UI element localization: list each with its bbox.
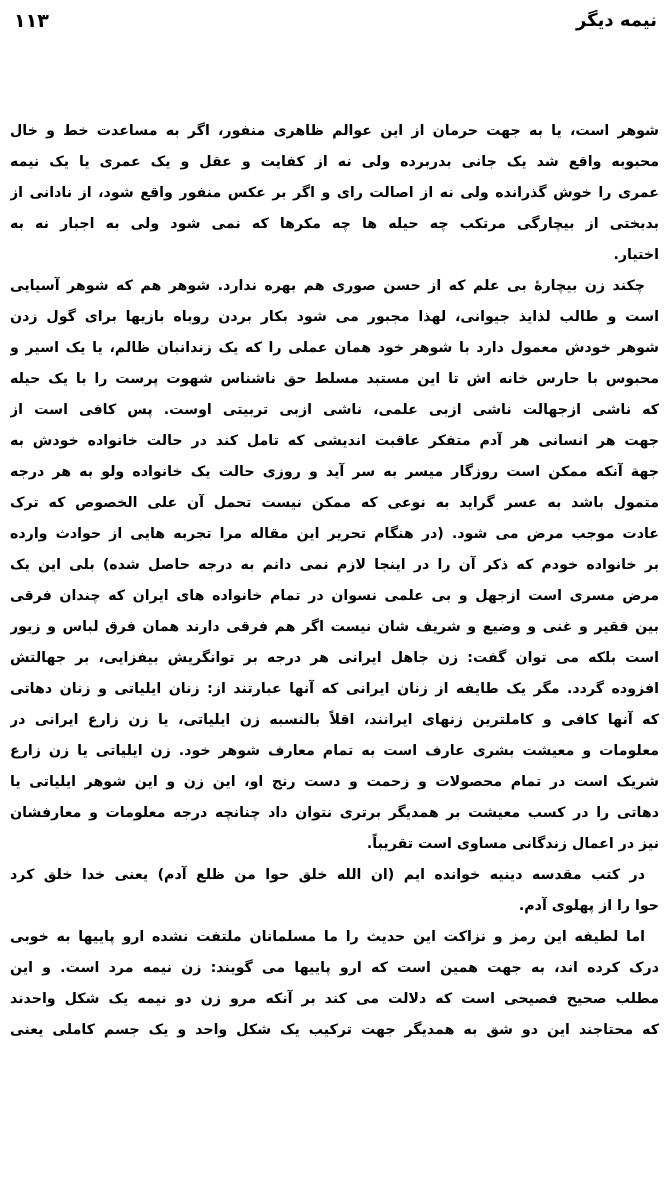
text-line: مطلب صحیح فصیحی است که دلالت می کند بر آنکه مرو زن دو نیمه یک شکل واحدند: [10, 991, 659, 1007]
text-line: جهت هر انسانی هر آدم متفکر عاقبت اندیشی که تامل کند در حالت خانواده خودش به: [10, 433, 659, 449]
text-line: عمری را خوش گذرانده ولی نه از اصالت رای و اگر بر عکس منفور واقع شود، از نادانی از: [10, 185, 659, 201]
text-line: درک کرده اند، به جهت همین است که ارو پاییها می گویند: زن نیمه مرد است. و این: [10, 960, 659, 976]
text-line: شوهر خودش معمول دارد با شوهر خود همان عملی را که یک زندانبان ظالم، یا یک اسیر و: [10, 340, 659, 356]
page-header: [14, 10, 657, 40]
text-line: جهة آنکه ممکن است روزگار میسر به سر آید و روزی حالت یک خانواده ولو به هر درجه: [10, 464, 659, 480]
paragraph-start-line: چکند زن بیچارهٔ بی علم که از حسن صوری هم بهره ندارد. شوهر هم که شوهر آسیایی: [10, 278, 645, 294]
running-title: نیمه دیگر: [575, 10, 657, 31]
text-line: که آنها کافی و کاملترین زنهای ایرانند، اقلاً بالنسبه زن ایلیاتی، یا زن زارع ایرانی در: [10, 712, 659, 728]
text-line: حوا را از پهلوی آدم.: [518, 898, 659, 914]
text-line: است و طالب لذایذ جیوانی، لهذا مجبور می شود بکار بردن روباه بازیها برای گول زدن: [10, 309, 659, 325]
page-number: ۱۱۳: [14, 10, 49, 32]
text-line: متمول باشد به عسر گراید به نوعی که ممکن نیست تحمل آن علی الخصوص که ترک: [10, 495, 659, 511]
text-line: معلومات و معیشت بشری عارف است به تمام معارف شوهر خود. زن ایلیاتی یا زن زارع: [10, 743, 659, 759]
text-line: افزوده گردد. مگر یک طایفه از زنان ایرانی که آنها عبارتند از: زنان ایلیاتی و زنان دهاتی: [10, 681, 659, 697]
text-line: شوهر است، یا به جهت حرمان از این عوالم ظاهری منفور، اگر به مساعدت خط و خال: [10, 123, 659, 139]
text-line: که ناشی ازجهالت ناشی ازبی علمی، ناشی ازبی تربیتی اوست. پس کافی است از: [10, 402, 659, 418]
text-line: مرض مسری است ازجهل و بی علمی نسوان در تمام خانواده های ایران که چندان فرقی: [10, 588, 659, 604]
text-line: محبوس با حارس خانه اش تا این مستبد مسلط حق ناشناس شهوت پرست را با یک حیله: [10, 371, 659, 387]
text-line: عادت موجب مرض می شود. (در هنگام تحریر این مقاله مرا تجربه هایی از حوادث وارده: [10, 526, 659, 542]
text-line: بین فقیر و غنی و وضیع و شریف شان نیست اگر هم فرقی دارند همان فرق لباس و زیور: [10, 619, 659, 635]
text-line: بدبختی از بیچارگی مرتکب چه حیله ها چه مکرها که نمی شود ولی به اجبار نه به: [10, 216, 659, 232]
text-line: شریک است در تمام محصولات و زحمت و دست رنج او، این زن و این شوهر ایلیاتی یا: [10, 774, 659, 790]
text-line: نیز در اعمال زندگانی مساوی است تقریباً.: [366, 836, 659, 852]
paragraph-start-line: اما لطیفه این رمز و نزاکت این حدیث را ما مسلمانان ملتفت نشده ارو پاییها به خوبی: [10, 929, 645, 945]
text-line: اختیار.: [613, 247, 659, 263]
text-line: دهاتی را در کسب معیشت بر همدیگر برتری نتوان داد چنانچه درجه معلومات و معارفشان: [10, 805, 659, 821]
text-line: بر خانواده خودم که ذکر آن را در اینجا لازم نمی دانم به درجه حاصل شده) بلی این یک: [10, 557, 659, 573]
text-line: که محتاجند این دو شق به همدیگر جهت ترکیب یک شکل واحد و یک جسم کاملی یعنی: [10, 1022, 659, 1038]
text-line: محبوبه واقع شد یک جانی بدربرده ولی نه از کفایت و عقل و یک عمری یا یک نیمه: [10, 154, 659, 170]
text-line: است بلکه می توان گفت: زن جاهل ایرانی هر درجه بر توانگریش بیفزایی، بر جهالتش: [10, 650, 659, 666]
paragraph-start-line: در کتب مقدسه دینیه خوانده ایم (ان الله خلق حوا من ظلع آدم) یعنی خدا خلق کرد: [10, 867, 645, 883]
body-text: [10, 116, 659, 1046]
